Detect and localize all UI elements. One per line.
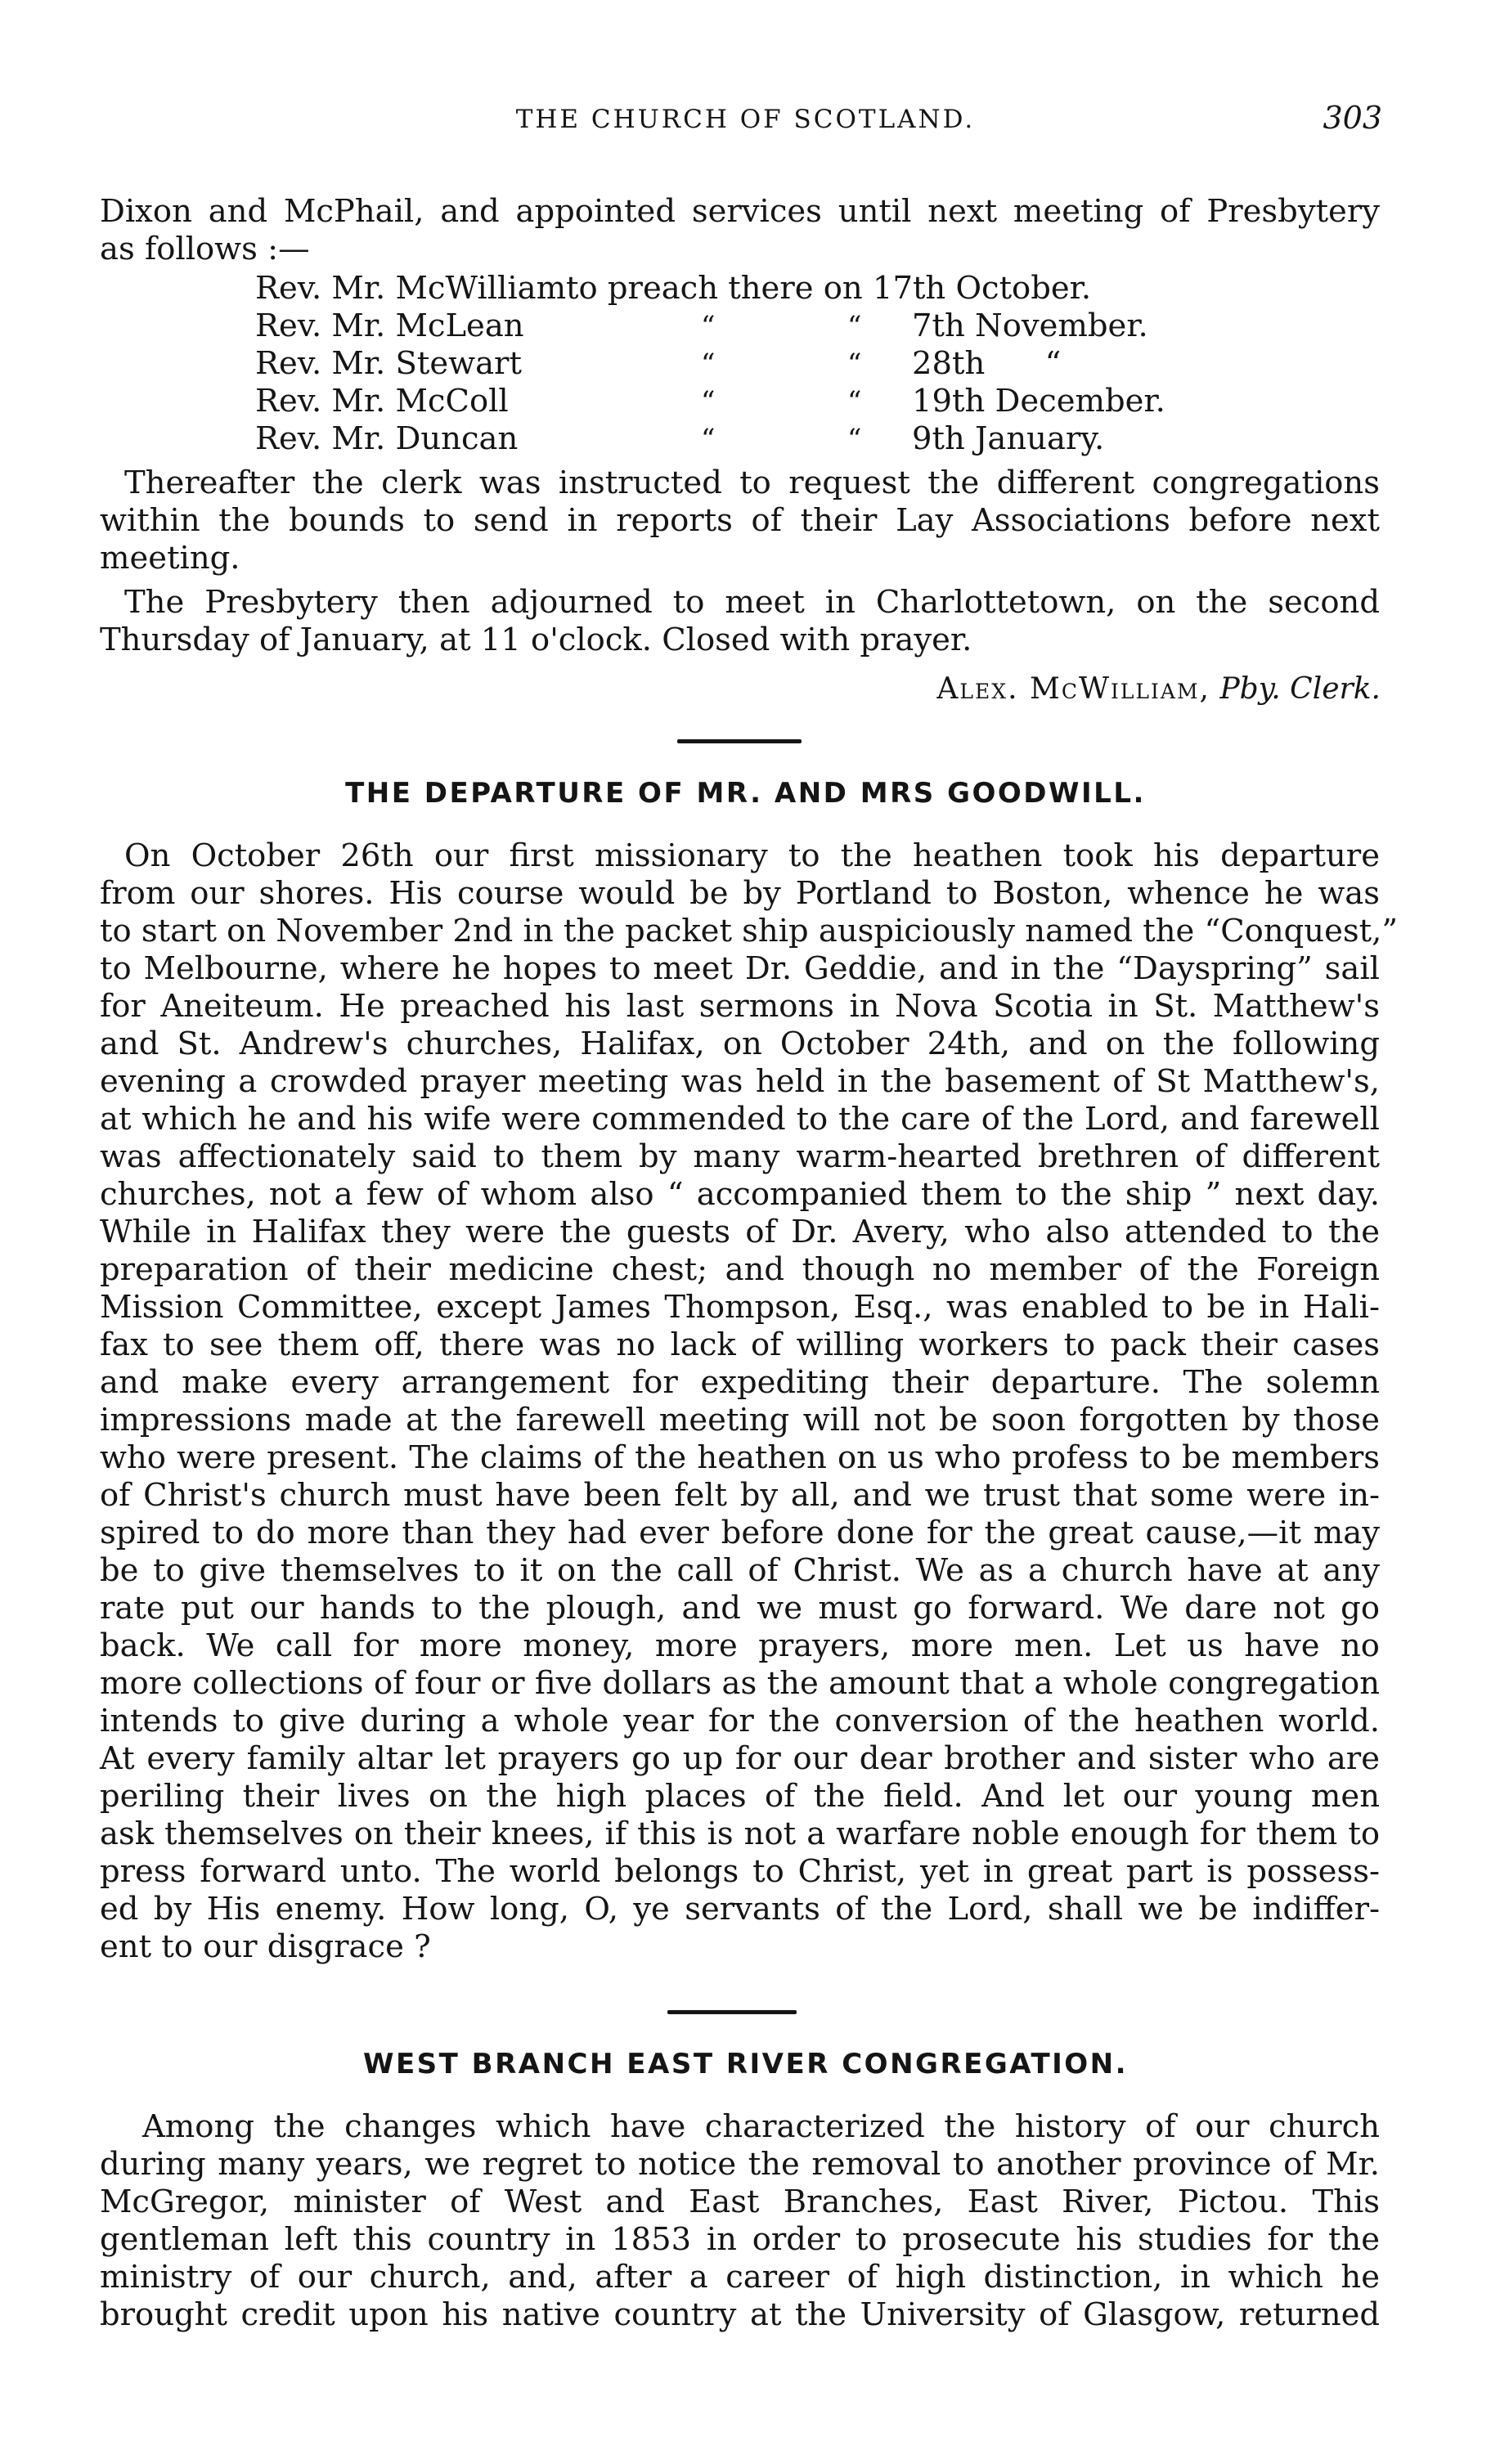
ditto-mark: “: [701, 423, 716, 456]
paragraph-line: spired to do more than they had ever before done for the great cause,—it may: [100, 1515, 1380, 1551]
paragraph-line: McGregor, minister of West and East Branches, East River, Pictou. This: [100, 2183, 1380, 2220]
paragraph-line: ed by His enemy. How long, O, ye servants of the Lord, shall we be indiffer-: [100, 1891, 1380, 1928]
paragraph-line: fax to see them off, there was no lack of willing workers to pack their cases: [100, 1326, 1380, 1363]
paragraph-line: and St. Andrew's churches, Halifax, on October 24th, and on the following: [100, 1026, 1380, 1062]
paragraph-line: On October 26th our first missionary to the heathen took his departure: [124, 837, 1380, 874]
schedule-date: 19th December.: [912, 383, 1165, 420]
paragraph-line: press forward unto. The world belongs to Christ, yet in great part is possess-: [100, 1853, 1380, 1890]
schedule-date: 9th January.: [912, 420, 1105, 457]
paragraph-line: more collections of four or five dollars as the amount that a whole congregation: [100, 1665, 1380, 1702]
paragraph-line: and make every arrangement for expediting their departure. The solemn: [100, 1364, 1380, 1401]
clerk-signature: [785, 671, 1381, 708]
paragraph-line: who were present. The claims of the heathen on us who profess to be members: [100, 1439, 1380, 1476]
paragraph-line: Mission Committee, except James Thompson, Esq., was enabled to be in Hali-: [100, 1289, 1380, 1326]
paragraph-line: ent to our disgrace ?: [100, 1928, 431, 1965]
schedule-name: Rev. Mr. McLean: [255, 307, 524, 344]
schedule-date: 28th “: [912, 345, 1062, 382]
running-title: THE CHURCH OF SCOTLAND.: [515, 105, 976, 134]
paragraph-line: from our shores. His course would be by Portland to Boston, whence he was: [100, 875, 1380, 912]
ditto-mark: “: [847, 385, 862, 418]
clerk-title: Pby. Clerk.: [1219, 672, 1381, 706]
ditto-mark: “: [847, 348, 862, 380]
paragraph-line: for Aneiteum. He preached his last sermons in Nova Scotia in St. Matthew's: [100, 988, 1380, 1025]
section-divider: [667, 2010, 797, 2014]
ditto-mark: “: [701, 348, 716, 380]
paragraph-line: churches, not a few of whom also “ accompanied them to the ship ” next day.: [100, 1176, 1380, 1213]
ditto-mark: “: [847, 423, 862, 456]
schedule-date: to preach there on 17th October.: [566, 270, 1092, 307]
paragraph-line: At every family altar let prayers go up for our dear brother and sister who are: [100, 1740, 1380, 1777]
schedule-name: Rev. Mr. McWilliam: [255, 270, 567, 307]
presbytery-line-2: as follows :—: [100, 231, 310, 267]
paragraph-line: While in Halifax they were the guests of Dr. Avery, who also attended to the: [100, 1214, 1380, 1250]
page-number: 303: [1323, 100, 1382, 136]
ditto-mark: “: [701, 310, 716, 343]
section-heading: THE DEPARTURE OF MR. AND MRS GOODWILL.: [345, 777, 1146, 810]
presbytery-line-1: Dixon and McPhail, and appointed services until next meeting of Presbytery: [100, 193, 1380, 230]
paragraph-line: ask themselves on their knees, if this is not a warfare noble enough for them to: [100, 1815, 1380, 1852]
paragraph-line: within the bounds to send in reports of their Lay Associations before next: [100, 502, 1380, 539]
paragraph-line: gentleman left this country in 1853 in order to prosecute his studies for the: [100, 2221, 1380, 2258]
paragraph-line: at which he and his wife were commended to the care of the Lord, and farewell: [100, 1101, 1380, 1138]
schedule-name: Rev. Mr. McColl: [255, 383, 509, 420]
paragraph-line: to start on November 2nd in the packet ship auspiciously named the “Conquest,”: [100, 913, 1398, 949]
paragraph-line: to Melbourne, where he hopes to meet Dr. Geddie, and in the “Dayspring” sail: [100, 950, 1380, 987]
section-divider: [677, 739, 802, 743]
schedule-name: Rev. Mr. Stewart: [255, 345, 522, 382]
clerk-name: Alex. McWilliam,: [936, 672, 1210, 706]
paragraph-line: back. We call for more money, more prayers, more men. Let us have no: [100, 1627, 1380, 1664]
section-heading: WEST BRANCH EAST RIVER CONGREGATION.: [362, 2048, 1129, 2080]
paragraph-line: during many years, we regret to notice the removal to another province of Mr.: [100, 2146, 1380, 2183]
paragraph-line: impressions made at the farewell meeting will not be soon forgotten by those: [100, 1402, 1380, 1438]
paragraph-line: Thereafter the clerk was instructed to request the different congregations: [124, 465, 1380, 501]
paragraph-line: of Christ's church must have been felt by all, and we trust that some were in-: [100, 1477, 1380, 1514]
paragraph-line: meeting.: [100, 540, 240, 577]
paragraph-line: rate put our hands to the plough, and we must go forward. We dare not go: [100, 1590, 1380, 1627]
paragraph-line: Thursday of January, at 11 o'clock. Closed with prayer.: [100, 622, 972, 658]
paragraph-line: be to give themselves to it on the call of Christ. We as a church have at any: [100, 1552, 1380, 1589]
schedule-name: Rev. Mr. Duncan: [255, 420, 519, 457]
paragraph-line: intends to give during a whole year for the conversion of the heathen world.: [100, 1703, 1380, 1739]
paragraph-line: was affectionately said to them by many warm-hearted brethren of different: [100, 1138, 1380, 1175]
paragraph-line: brought credit upon his native country at the University of Glasgow, returned: [100, 2296, 1380, 2333]
paragraph-line: ministry of our church, and, after a career of high distinction, in which he: [100, 2259, 1380, 2296]
paragraph-line: Among the changes which have characterized the history of our church: [142, 2108, 1380, 2145]
paragraph-line: preparation of their medicine chest; and though no member of the Foreign: [100, 1251, 1380, 1288]
ditto-mark: “: [847, 310, 862, 343]
paragraph-line: The Presbytery then adjourned to meet in Charlottetown, on the second: [124, 584, 1380, 621]
ditto-mark: “: [701, 385, 716, 418]
paragraph-line: evening a crowded prayer meeting was held in the basement of St Matthew's,: [100, 1063, 1380, 1100]
schedule-date: 7th November.: [912, 307, 1148, 344]
paragraph-line: periling their lives on the high places of the field. And let our young men: [100, 1778, 1380, 1815]
